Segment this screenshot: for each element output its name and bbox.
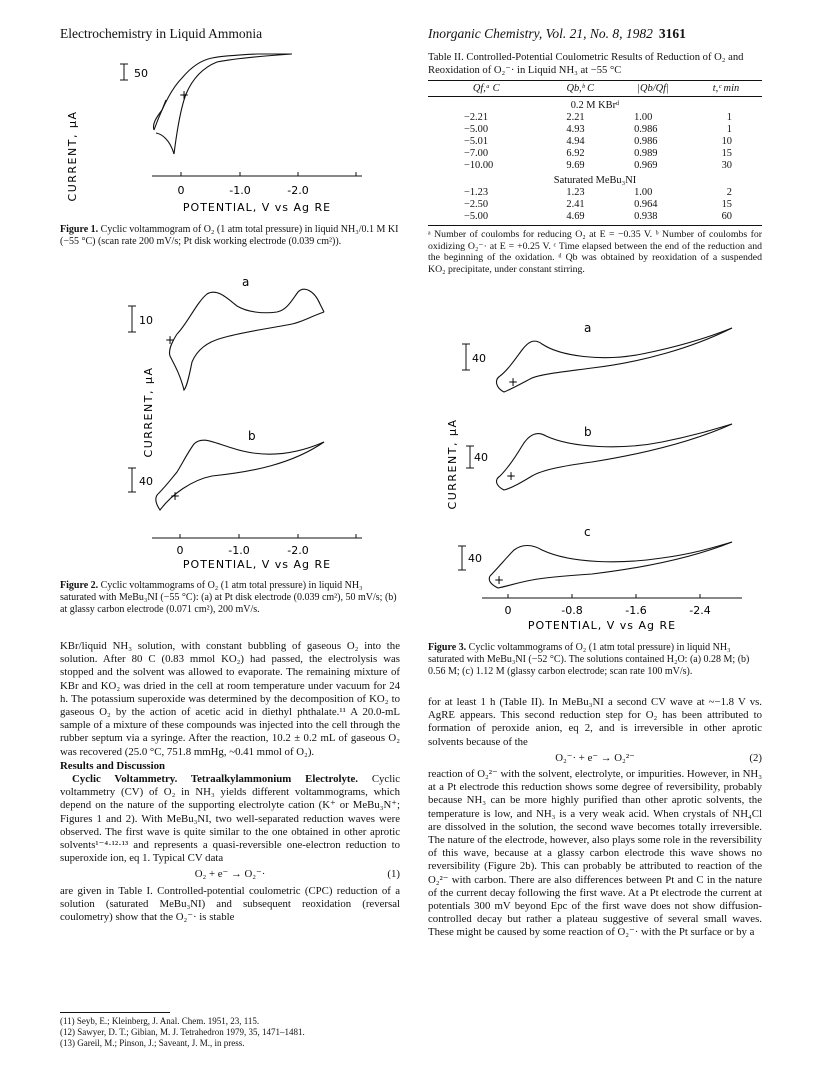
subsection-heading: Cyclic Voltammetry. Tetraalkylammonium Electrolyte. bbox=[72, 773, 358, 786]
table-cell: 4.69 bbox=[566, 211, 585, 222]
fig1-curve-return bbox=[156, 54, 292, 154]
table-cell: 2.21 bbox=[566, 112, 585, 123]
footnote: (11) Seyb, E.; Kleinberg, J. Anal. Chem. 1951, 23, 115. bbox=[60, 1016, 260, 1026]
table-cell: 1.00 bbox=[634, 112, 653, 123]
fig2b-start-marker: + bbox=[170, 489, 181, 503]
fig3b-start-marker: + bbox=[506, 469, 517, 483]
table-row bbox=[428, 187, 762, 199]
fig1-tick-label: -1.0 bbox=[229, 184, 251, 197]
fig2b-curve-return bbox=[156, 442, 324, 510]
table-header: |Qb/Qf| bbox=[616, 81, 690, 97]
fig3-caption-text: Cyclic voltammograms of O₂ (1 atm total pressure) in liquid NH₃ saturated with MeBu₃NI (−52 °C). The solutions contained H₂O: (a) 0.28 M; (b) 0.56 M; (c) 1.12 M (glassy carbon electrode; scan rate 100 mV/s). bbox=[428, 642, 750, 677]
page-number: 3161 bbox=[658, 26, 686, 41]
fig3-xlabel: POTENTIAL, V vs Ag RE bbox=[527, 619, 677, 632]
fig1-ylabel: CURRENT, μA bbox=[66, 110, 79, 202]
table-cell: 4.93 bbox=[566, 124, 585, 135]
table-cell: −1.23 bbox=[464, 187, 489, 198]
fig3c-curve-return bbox=[489, 542, 732, 588]
fig2-xlabel: POTENTIAL, V vs Ag RE bbox=[182, 558, 332, 571]
fig2-label-b: b bbox=[248, 429, 256, 443]
fig3-scale-label-c: 40 bbox=[468, 552, 482, 565]
table-2-title: Table II. Controlled-Potential Coulometric Results of Reduction of O₂ and Reoxidation of O₂⁻· in Liquid NH₃ at −55 °C bbox=[428, 52, 744, 76]
fig3-label-a: a bbox=[584, 321, 592, 335]
equation-1-body: O₂ + e⁻ → O₂⁻· bbox=[194, 868, 266, 881]
figure-1-caption bbox=[60, 224, 400, 248]
fig1-caption-text: Cyclic voltammogram of O₂ (1 atm total pressure) in liquid NH₃/0.1 M KI (−55 °C) (scan rate 200 mV/s; Pt disk working electrode (0.039 cm²)). bbox=[60, 224, 399, 247]
fig1-start-marker: + bbox=[179, 88, 190, 102]
table-cell: 0.964 bbox=[634, 199, 658, 210]
paragraph bbox=[60, 773, 400, 865]
table-2-notes: ᵃ Number of coulombs for reducing O₂ at E = −0.35 V. ᵇ Number of coulombs for oxidizing O₂⁻· at E = +0.25 V. ᶜ Time elapsed between the end of the reduction and the beginning of the oxidation. ᵈ Qb was obtained by reoxidation of a suspended KO₂ precipitate, under constant stirring. bbox=[428, 225, 762, 275]
journal-citation: Inorganic Chemistry, Vol. 21, No. 8, 1982 bbox=[428, 26, 653, 41]
fig1-xlabel: POTENTIAL, V vs Ag RE bbox=[182, 201, 332, 214]
equation-1 bbox=[60, 868, 400, 881]
table-cell: −5.01 bbox=[464, 136, 489, 147]
equation-1-number: (1) bbox=[387, 868, 400, 881]
table-2 bbox=[428, 52, 762, 275]
equation-2 bbox=[428, 752, 762, 765]
table-group-label: Saturated MeBu₃NI bbox=[553, 175, 637, 186]
fig1-curve-forward bbox=[154, 54, 292, 130]
fig1-scale-label: 50 bbox=[134, 67, 148, 80]
fig3-tick-label: -0.8 bbox=[561, 604, 583, 617]
fig3-tick-label: -1.6 bbox=[625, 604, 647, 617]
fig3-label-b: b bbox=[584, 425, 592, 439]
paragraph-text: Cyclic voltammetry (CV) of O₂ in NH₃ yields different voltammograms, which depend on the nature of the supporting electrolyte cation (K⁺ or MeBu₃N⁺; Figures 1 and 2). With MeBu₃NI, two well-separated reduction waves were observed. The first wave is quite similar to the one obtained in other aprotic solvents¹⁻⁴·¹²·¹³ and represents a quasi-reversible one-electron reduction to superoxide ion, eq 1. Typical CV data bbox=[60, 773, 400, 865]
fig3-scale-label-a: 40 bbox=[472, 352, 486, 365]
table-cell: 9.69 bbox=[566, 160, 585, 171]
table-cell: 15 bbox=[721, 199, 732, 210]
footnotes bbox=[60, 1016, 400, 1049]
table-cell: 6.92 bbox=[566, 148, 585, 159]
fig3c-start-marker: + bbox=[494, 573, 505, 587]
table-cell: −10.00 bbox=[464, 160, 494, 171]
table-cell: 2 bbox=[726, 187, 732, 198]
figure-3-caption bbox=[428, 642, 762, 678]
fig2-tick-label: 0 bbox=[176, 544, 184, 557]
paragraph: reaction of O₂²⁻ with the solvent, electrolyte, or impurities. However, in NH₃ at a Pt electrode this reduction shows some degree of reversibility, probably because NH₃ can be more highly purified than other aprotic solvents, the temperature is low, and NH₃ is a very weak acid. When crystals of NH₄Cl are dissolved in the solution, the second wave becomes totally irreversible. The nature of the electrode, however, also plays some role in the reversibility of this wave, because at a glassy carbon electrode this wave shows no reversibility (Figure 2b). This can probably be attributed to reaction of the O₂²⁻ with carbon. There are also differences between Pt and C in the nature of the current decay following the first wave. At a Pt electrode the current at potentials 300 mV beyond Epc of the first wave does not show diffusion-controlled decay but rather a plateau suggestive of several small waves. These might be caused by some reaction of O₂⁻· with the Pt surface or by a bbox=[428, 768, 762, 939]
table-cell: −5.00 bbox=[464, 211, 489, 222]
table-cell: 0.938 bbox=[634, 211, 658, 222]
paragraph: KBr/liquid NH₃ solution, with constant bubbling of gaseous O₂ into the solution. After 80 C (0.83 mmol KO₂) had passed, the electrolysis was stopped and the solvent was allowed to evaporate. The remaining mixture of KBr and KO₂ was dried in the cell at room temperature under vacuum for 24 h. The potassium superoxide was determined by the decomposition of KO₂ to gaseous O₂ by the action of acetic acid in diethyl phthalate.¹¹ A 20.0-mL sample of a mixture of these compounds was injected into the cell through the rubber septum via a syringe. After the reaction, 10.2 ± 0.2 mL of gaseous O₂ was recovered (25.0 °C, 751.8 mmHg, ~0.41 mmol of O₂). bbox=[60, 640, 400, 758]
table-cell: 1 bbox=[726, 124, 732, 135]
table-2-grid bbox=[428, 80, 762, 223]
fig1-caption-label: Figure 1. bbox=[60, 224, 99, 235]
equation-2-number: (2) bbox=[749, 751, 762, 764]
fig3b-curve-forward bbox=[500, 424, 732, 476]
fig2a-start-marker: + bbox=[165, 333, 176, 347]
fig2b-curve-forward bbox=[158, 440, 324, 494]
table-cell: 30 bbox=[721, 160, 732, 171]
table-cell: 1 bbox=[726, 112, 732, 123]
table-row bbox=[428, 160, 762, 172]
fig2-caption-text: Cyclic voltammograms of O₂ (1 atm total pressure) in liquid NH₃ saturated with MeBu₃NI (−55 °C): (a) at Pt disk electrode (0.039 cm²), 50 mV/s; (b) at glassy carbon electrode (0.071 cm²), 200 mV/s. bbox=[60, 580, 397, 615]
table-cell: 4.94 bbox=[566, 136, 585, 147]
fig3a-curve-return bbox=[497, 328, 732, 392]
footnote-rule bbox=[60, 1012, 170, 1013]
fig2-caption-label: Figure 2. bbox=[60, 580, 99, 591]
table-row bbox=[428, 136, 762, 148]
fig3-scale-label-b: 40 bbox=[474, 451, 488, 464]
section-heading: Results and Discussion bbox=[60, 759, 166, 772]
table-row bbox=[428, 148, 762, 160]
fig1-tick-label: 0 bbox=[177, 184, 185, 197]
table-cell: 0.989 bbox=[634, 148, 658, 159]
figure-1-voltammogram bbox=[62, 48, 392, 216]
table-header: t,ᶜ min bbox=[690, 81, 762, 97]
fig3-ylabel: CURRENT, μA bbox=[446, 418, 459, 510]
table-cell: −7.00 bbox=[464, 148, 489, 159]
fig2-scale-label-b: 40 bbox=[139, 475, 153, 488]
fig3a-start-marker: + bbox=[508, 375, 519, 389]
left-column-body bbox=[60, 640, 400, 924]
fig3-caption-label: Figure 3. bbox=[428, 642, 467, 653]
table-cell: −2.50 bbox=[464, 199, 489, 210]
table-cell: −2.21 bbox=[464, 112, 489, 123]
table-cell: 0.986 bbox=[634, 124, 658, 135]
table-cell: 0.969 bbox=[634, 160, 658, 171]
table-cell: 10 bbox=[721, 136, 732, 147]
fig3-tick-label: 0 bbox=[504, 604, 512, 617]
table-cell: 15 bbox=[721, 148, 732, 159]
running-header-left: Electrochemistry in Liquid Ammonia bbox=[60, 26, 263, 41]
table-cell: 1.00 bbox=[634, 187, 653, 198]
table-cell: 60 bbox=[721, 211, 732, 222]
fig3c-curve-forward bbox=[490, 542, 732, 576]
fig2-label-a: a bbox=[242, 275, 250, 289]
table-header: Qf,ᵃ C bbox=[428, 81, 544, 97]
table-cell: 2.41 bbox=[566, 199, 585, 210]
table-row bbox=[428, 124, 762, 136]
paragraph: are given in Table I. Controlled-potential coulometric (CPC) reduction of a solution (saturated MeBu₃NI) and subsequent reoxidation (reversal coulometry) show that the O₂⁻· is stable bbox=[60, 884, 400, 924]
fig1-tick-label: -2.0 bbox=[287, 184, 309, 197]
table-row bbox=[428, 211, 762, 223]
fig3-tick-label: -2.4 bbox=[689, 604, 711, 617]
table-header: Qb,ᵇ C bbox=[544, 81, 616, 97]
fig2-tick-label: -1.0 bbox=[228, 544, 250, 557]
figure-3-voltammograms bbox=[442, 318, 762, 632]
paragraph: for at least 1 h (Table II). In MeBu₃NI a second CV wave at ~−1.8 V vs. AgRE appears. This second reduction step for O₂ has been attributed to formation of peroxide anion, eq 2, and is irreversible in other aprotic solvents because of the bbox=[428, 696, 762, 748]
table-row bbox=[428, 112, 762, 124]
figure-2-caption bbox=[60, 580, 400, 616]
fig3a-curve-forward bbox=[500, 328, 732, 376]
table-row bbox=[428, 199, 762, 211]
table-cell: 0.986 bbox=[634, 136, 658, 147]
table-cell: 1.23 bbox=[566, 187, 585, 198]
fig2a-curve-forward bbox=[177, 289, 324, 334]
equation-2-body: O₂⁻· + e⁻ → O₂²⁻ bbox=[555, 751, 635, 764]
running-header-journal bbox=[428, 26, 686, 42]
table-group-label: 0.2 M KBrᵈ bbox=[570, 100, 620, 111]
fig2a-curve-return bbox=[169, 312, 324, 390]
footnote: (13) Gareil, M.; Pinson, J.; Saveant, J. M., in press. bbox=[60, 1038, 245, 1048]
table-cell: −5.00 bbox=[464, 124, 489, 135]
fig2-scale-label-a: 10 bbox=[139, 314, 153, 327]
fig3-label-c: c bbox=[584, 525, 591, 539]
footnote: (12) Sawyer, D. T.; Gibian, M. J. Tetrahedron 1979, 35, 1471–1481. bbox=[60, 1027, 305, 1037]
fig2-ylabel: CURRENT, μA bbox=[142, 366, 155, 458]
fig2-tick-label: -2.0 bbox=[287, 544, 309, 557]
figure-2-voltammograms bbox=[62, 272, 392, 572]
right-column-body bbox=[428, 696, 762, 940]
